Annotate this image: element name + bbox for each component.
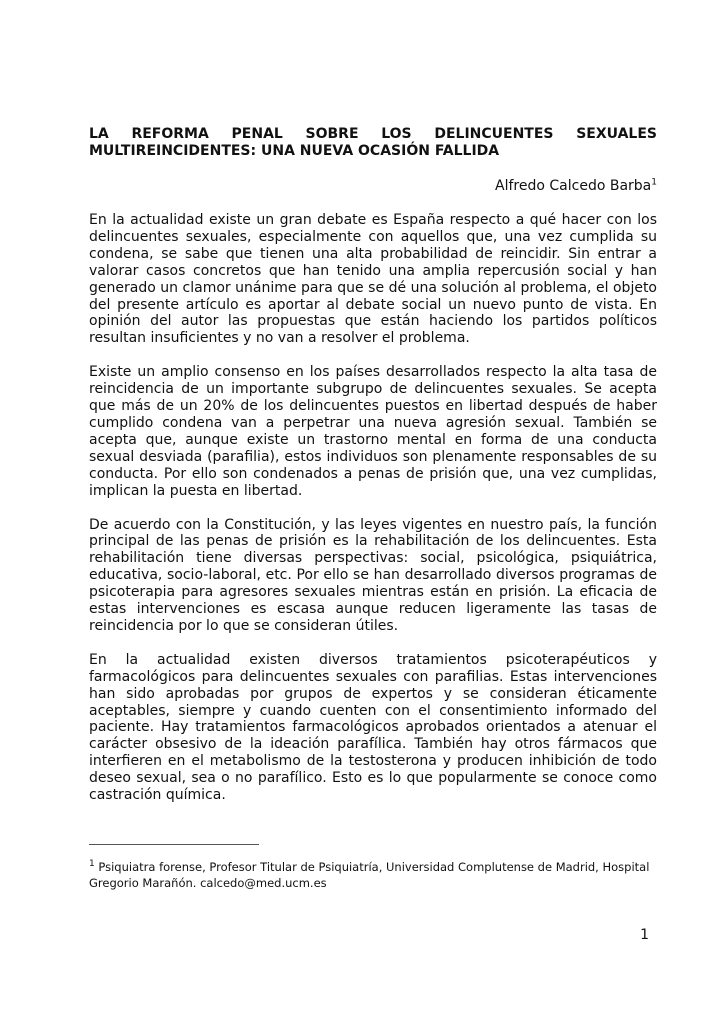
author-name: Alfredo Calcedo Barba: [495, 178, 652, 194]
author-line: [495, 178, 657, 195]
paragraph-1: En la actualidad existe un gran debate es España respecto a qué hacer con los delincuentes sexuales, especialmente con aquellos que, una vez cumplida su condena, se sabe que tienen una alta probabilidad de reincidir. Sin entrar a valorar casos concretos que han tenido una amplia repercusión social y han generado un clamor unánime para que se dé una solución al problema, el objeto del presente artículo es aportar al debate social un nuevo punto de vista. En opinión del autor las propuestas que están haciendo los partidos políticos resultan insuficientes y no van a resolver el problema.: [89, 212, 657, 347]
page-number: 1: [640, 927, 649, 943]
footnote-text: Psiquiatra forense, Profesor Titular de Psiquiatría, Universidad Complutense de Madrid, Hospital Gregorio Marañón. calcedo@med.ucm.es: [89, 860, 650, 890]
article-title: LA REFORMA PENAL SOBRE LOS DELINCUENTES SEXUALES MULTIREINCIDENTES: UNA NUEVA OCASIÓN FALLIDA: [89, 126, 657, 159]
paragraph-4: En la actualidad existen diversos tratamientos psicoterapéuticos y farmacológicos para delincuentes sexuales con parafilias. Estas intervenciones han sido aprobadas por grupos de expertos y se consideran éticamente aceptables, siempre y cuando cuenten con el consentimiento informado del paciente. Hay tratamientos farmacológicos aprobados orientados a atenuar el carácter obsesivo de la ideación parafílica. También hay otros fármacos que interfieren en el metabolismo de la testosterona y producen inhibición de todo deseo sexual, sea o no parafílico. Esto es lo que popularmente se conoce como castración química.: [89, 651, 657, 804]
paragraph-3: De acuerdo con la Constitución, y las leyes vigentes en nuestro país, la función principal de las penas de prisión es la rehabilitación de los delincuentes. Esta rehabilitación tiene diversas perspectivas: social, psicológica, psiquiátrica, educativa, socio-laboral, etc. Por ello se han desarrollado diversos programas de psicoterapia para agresores sexuales mientras están en prisión. La eficacia de estas intervenciones es escasa aunque reducen ligeramente las tasas de reincidencia por lo que se consideran útiles.: [89, 516, 657, 634]
footnote-marker: 1: [89, 859, 95, 870]
document-page: [89, 0, 657, 1024]
footnote: [89, 859, 657, 891]
paragraph-2: Existe un amplio consenso en los países desarrollados respecto la alta tasa de reincidencia de un importante subgrupo de delincuentes sexuales. Se acepta que más de un 20% de los delincuentes puestos en libertad después de haber cumplido condena van a perpetrar una nueva agresión sexual. También se acepta que, aunque existe un trastorno mental en forma de una conducta sexual desviada (parafilia), estos individuos son plenamente responsables de su conducta. Por ello son condenados a penas de prisión que, una vez cumplidas, implican la puesta en libertad.: [89, 364, 657, 499]
footnote-separator: [89, 844, 259, 845]
article-body: [89, 212, 657, 821]
author-footnote-marker: 1: [651, 177, 657, 188]
